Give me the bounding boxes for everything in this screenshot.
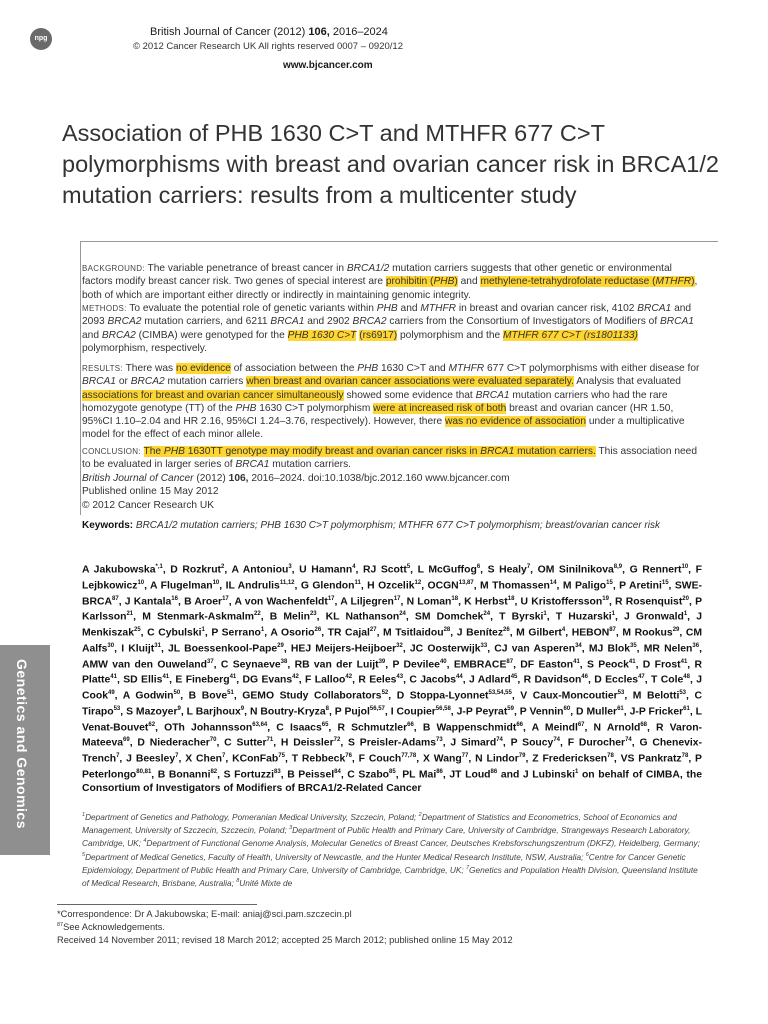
abstract-results: RESULTS: There was no evidence of association between the PHB 1630 C>T and MTHFR 677 C>T polymorphisms with either disease for BRCA1 or BRCA2 mutation carriers when breast and ovarian cancer associations were evaluated separately. Analysis that evaluated associations for breast and ovarian cancer simultaneously showed some evidence that BRCA1 mutation carriers who had the rare homozygote genotype (TT) of the PHB 1630 C>T polymorphism were at increased risk of both breast and ovarian cancer (HR 1.50, 95%CI 1.10–2.04 and HR 2.16, 95%CI 1.24–3.76, respectively). However, there was no evidence of association under a multiplicative model for the effect of each minor allele. xyxy=(82,363,700,441)
published-online: Published online 15 May 2012 xyxy=(82,486,219,498)
abstract-methods: METHODS: To evaluate the potential role of genetic variants within PHB and MTHFR in breast and ovarian cancer risk, 4102 BRCA1 and 2093 BRCA2 mutation carriers, and 6211 BRCA1 and 2902 BRCA2 carriers from the Consortium of Investigators of Modifiers of BRCA1 and BRCA2 (CIMBA) were genotyped for the PHB 1630 C>T (rs6917) polymorphism and the MTHFR 677 C>T (rs1801133) polymorphism, respectively. xyxy=(82,303,694,354)
affiliations: $^1$Department of Genetics and Pathology, Pomeranian Medical University, Szczecin, Poland; $^2$Department of Statistics and Econometrics, School of Economics and Management, University of Szczecin, Szczecin, Poland; $^3$Department of Public Health and Primary Care, University of Cambridge, Strangeways Research Laboratory, Cambridge, UK; $^4$Department of Functional Genome Analysis, Molecular Genetics of Breast Cancer, Deutsches Krebsforschungszentrum (DKFZ), Heidelberg, Germany; $^5$Department of Medical Genetics, Faculty of Health, University of Newcastle, and the Hunter Medical Research Institute, NSW, Australia; $^6$Centre for Cancer Genetic Epidemiology, Department of Public Health and Primary Care, University of Cambridge, Cambridge, UK; $^7$Genetics and Population Health Division, Queensland Institute of Medical Research, Brisbane, Australia; $^8$Unité Mixte de xyxy=(82,811,700,888)
received-dates: Received 14 November 2011; revised 18 March 2012; accepted 25 March 2012; published online 15 May 2012 xyxy=(57,935,513,945)
npg-logo: npg xyxy=(30,28,52,50)
copyright-line: © 2012 Cancer Research UK All rights reserved 0007 – 0920/12 xyxy=(133,41,403,52)
citation-copyright: © 2012 Cancer Research UK xyxy=(82,499,215,511)
keywords: Keywords: BRCA1/2 mutation carriers; PHB 1630 C>T polymorphism; MTHFR 677 C>T polymorphism; breast/ovarian cancer risk xyxy=(82,520,660,531)
citation-line: British Journal of Cancer (2012) 106, 2016–2024. doi:10.1038/bjc.2012.160 www.bjcancer.com xyxy=(82,473,510,484)
article-title: Association of PHB 1630 C>T and MTHFR 677 C>T polymorphisms with breast and ovarian cancer risk in BRCA1/2 mutation carriers: results from a multicenter study xyxy=(62,120,719,208)
section-side-tab xyxy=(0,645,50,855)
journal-line: British Journal of Cancer (2012) 106, 2016–2024 xyxy=(150,26,388,38)
side-tab-label: Genetics and Genomics xyxy=(14,659,30,829)
acknowledgements-footnote: $^{87}$See Acknowledgements. xyxy=(57,922,165,933)
author-list: A Jakubowska$^{*,1}$, D Rozkrut$^2$, A Antoniou$^3$, U Hamann$^4$, RJ Scott$^5$, L McGuffog$^6$, S Healy$^7$, OM Sinilnikova$^{8,9}$, G Rennert$^{10}$, F Lejbkowicz$^{10}$, A Flugelman$^{10}$, IL Andrulis$^{11,12}$, G Glendon$^{11}$, H Ozcelik$^{12}$, OCGN$^{13,87}$, M Thomassen$^{14}$, M Paligo$^{15}$, P Aretini$^{15}$, SWE-BRCA$^{87}$, J Kantala$^{16}$, B Aroer$^{17}$, A von Wachenfeldt$^{17}$, A Liljegren$^{17}$, N Loman$^{18}$, K Herbst$^{18}$, U Kristoffersson$^{19}$, R Rosenquist$^{20}$, P Karlsson$^{21}$, M Stenmark-Askmalm$^{22}$, B Melin$^{23}$, KL Nathanson$^{24}$, SM Domchek$^{24}$, T Byrski$^1$, T Huzarski$^1$, J Gronwald$^1$, J Menkiszak$^{25}$, C Cybulski$^1$, P Serrano$^1$, A Osorio$^{26}$, TR Cajal$^{27}$, M Tsitlaidou$^{28}$, J Benítez$^{26}$, M Gilbert$^4$, HEBON$^{87}$, M Rookus$^{29}$, CM Aalfs$^{30}$, I Kluijt$^{31}$, JL Boessenkool-Pape$^{29}$, HEJ Meijers-Heijboer$^{32}$, JC Oosterwijk$^{33}$, CJ van Asperen$^{34}$, MJ Blok$^{35}$, MR Nelen$^{36}$, AMW van den Ouweland$^{37}$, C Seynaeve$^{38}$, RB van der Luijt$^{39}$, P Devilee$^{40}$, EMBRACE$^{87}$, DF Easton$^{41}$, S Peock$^{41}$, D Frost$^{41}$, R Platte$^{41}$, SD Ellis$^{41}$, E Fineberg$^{41}$, DG Evans$^{42}$, F Lalloo$^{42}$, R Eeles$^{43}$, C Jacobs$^{44}$, J Adlard$^{45}$, R Davidson$^{46}$, D Eccles$^{47}$, T Cole$^{48}$, J Cook$^{49}$, A Godwin$^{50}$, B Bove$^{51}$, GEMO Study Collaborators$^{52}$, D Stoppa-Lyonnet$^{53,54,55}$, V Caux-Moncoutier$^{53}$, M Belotti$^{53}$, C Tirapo$^{53}$, S Mazoyer$^9$, L Barjhoux$^9$, N Boutry-Kryza$^8$, P Pujol$^{56,57}$, I Coupier$^{56,58}$, J-P Peyrat$^{59}$, P Vennin$^{60}$, D Muller$^{61}$, J-P Fricker$^{61}$, L Venat-Bouvet$^{62}$, OTh Johannsson$^{63,64}$, C Isaacs$^{65}$, R Schmutzler$^{66}$, B Wappenschmidt$^{66}$, A Meindl$^{67}$, N Arnold$^{68}$, R Varon-Mateeva$^{69}$, D Niederacher$^{70}$, C Sutter$^{71}$, H Deissler$^{72}$, S Preisler-Adams$^{73}$, J Simard$^{74}$, P Soucy$^{74}$, F Durocher$^{74}$, G Chenevix-Trench$^7$, J Beesley$^7$, X Chen$^7$, KConFab$^{75}$, T Rebbeck$^{76}$, F Couch$^{77,78}$, X Wang$^{77}$, N Lindor$^{79}$, Z Fredericksen$^{78}$, VS Pankratz$^{78}$, P Peterlongo$^{80,81}$, B Bonanni$^{82}$, S Fortuzzi$^{83}$, B Peissel$^{84}$, C Szabo$^{85}$, PL Mai$^{86}$, JT Loud$^{86}$ and J Lubinski$^1$ on behalf of CIMBA, the Consortium of Investigators of Modifiers of BRCA1/2-Related Cancer xyxy=(82,564,703,794)
correspondence-footnote: *Correspondence: Dr A Jakubowska; E-mail: aniaj@sci.pam.szczecin.pl xyxy=(57,909,352,919)
journal-website-link[interactable]: www.bjcancer.com xyxy=(283,60,373,71)
abstract-conclusion: CONCLUSION: The PHB 1630TT genotype may modify breast and ovarian cancer risks in BRCA1 mutation carriers. This association need to be evaluated in larger series of BRCA1 mutation carriers. xyxy=(82,446,697,471)
footnote-divider xyxy=(57,904,257,905)
citation-block xyxy=(82,472,510,512)
abstract-background: BACKGROUND: The variable penetrance of breast cancer in BRCA1/2 mutation carriers suggests that other genetic or environmental factors modify breast cancer risk. Two genes of special interest are prohibitin (PHB) and methylene-tetrahydrofolate reductase (MTHFR), both of which are important either directly or indirectly in maintaining genomic integrity. xyxy=(82,263,698,301)
